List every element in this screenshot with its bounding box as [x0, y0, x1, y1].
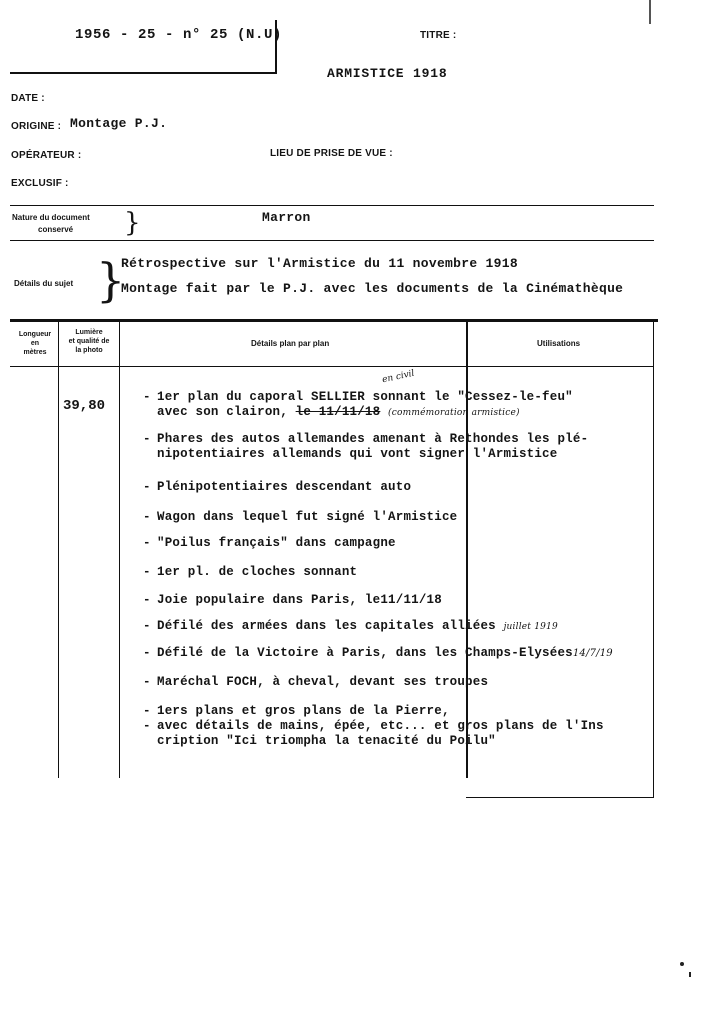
plan-item-6: - 1er pl. de cloches sonnant — [143, 565, 358, 579]
titre-label: TITRE : — [420, 30, 457, 41]
plan-item-1: - 1er plan du caporal SELLIER sonnant le "Cessez-le-feu" avec son clairon, le 11/11/18 (commémoration armistice) — [143, 390, 573, 419]
nature-label-line1: Nature du document — [12, 213, 90, 222]
table-top-rule — [10, 319, 658, 322]
plan-item-10: - Maréchal FOCH, à cheval, devant ses troupes — [143, 675, 489, 689]
plan-item-3: - Plénipotentiaires descendant auto — [143, 480, 412, 494]
lieu-de-prise-de-vue-label: LIEU DE PRISE DE VUE : — [270, 148, 393, 159]
scan-speck — [689, 972, 691, 977]
details-sujet-label: Détails du sujet — [14, 279, 74, 288]
plan-item-9: - Défilé de la Victoire à Paris, dans les Champs-Elysées14/7/19 — [143, 646, 613, 660]
table-header-rule — [10, 366, 654, 367]
plan-item-8: - Défilé des armées dans les capitales alliées juillet 1919 — [143, 619, 558, 633]
table-col-divider-1 — [58, 322, 59, 778]
operateur-label: OPÉRATEUR : — [11, 150, 82, 161]
reference-number: 1956 - 25 - n° 25 (N.U) — [75, 27, 283, 43]
nature-brace: } — [124, 208, 141, 238]
table-bottom-rule — [466, 797, 654, 798]
exclusif-label: EXCLUSIF : — [11, 178, 69, 189]
plan-item-4: - Wagon dans lequel fut signé l'Armistice — [143, 510, 458, 524]
details-sujet-line2: Montage fait par le P.J. avec les documents de la Cinémathèque — [121, 281, 624, 296]
longueur-value: 39,80 — [63, 398, 106, 414]
table-col-divider-2 — [119, 322, 120, 778]
scan-speck — [680, 962, 684, 966]
plan-item-5: - "Poilus français" dans campagne — [143, 536, 396, 550]
date-label: DATE : — [11, 93, 45, 104]
ref-box-bottom-border — [10, 72, 276, 74]
plan-item-2: - Phares des autos allemandes amenant à Rethondes les plé- nipotentiaires allemands qui vont signer l'Armistice — [143, 432, 589, 461]
handwritten-note-en-civil: en civil — [381, 368, 416, 386]
col-header-details: Détails plan par plan — [251, 339, 330, 348]
nature-bottom-rule — [10, 240, 654, 241]
origine-value: Montage P.J. — [70, 116, 168, 131]
titre-value: ARMISTICE 1918 — [327, 66, 448, 81]
col-header-utilisations: Utilisations — [537, 339, 581, 348]
details-sujet-brace: } — [96, 253, 126, 307]
nature-label-line2: conservé — [38, 225, 74, 234]
nature-value: Marron — [262, 210, 311, 225]
plan-item-11: - 1ers plans et gros plans de la Pierre, - avec détails de mains, épée, etc... et gros plans de l'Ins cription "Ici triompha la tenacité du Poilu" — [143, 704, 604, 748]
nature-top-rule — [10, 205, 654, 206]
scan-edge-mark — [649, 0, 651, 24]
col-header-lumiere: Lumière et qualité de la photo — [68, 329, 110, 354]
table-right-border — [653, 322, 654, 798]
details-sujet-line1: Rétrospective sur l'Armistice du 11 novembre 1918 — [121, 256, 518, 271]
col-header-longueur: Longueur en mètres — [18, 331, 52, 356]
origine-label: ORIGINE : — [11, 121, 62, 132]
plan-item-7: - Joie populaire dans Paris, le11/11/18 — [143, 593, 442, 607]
